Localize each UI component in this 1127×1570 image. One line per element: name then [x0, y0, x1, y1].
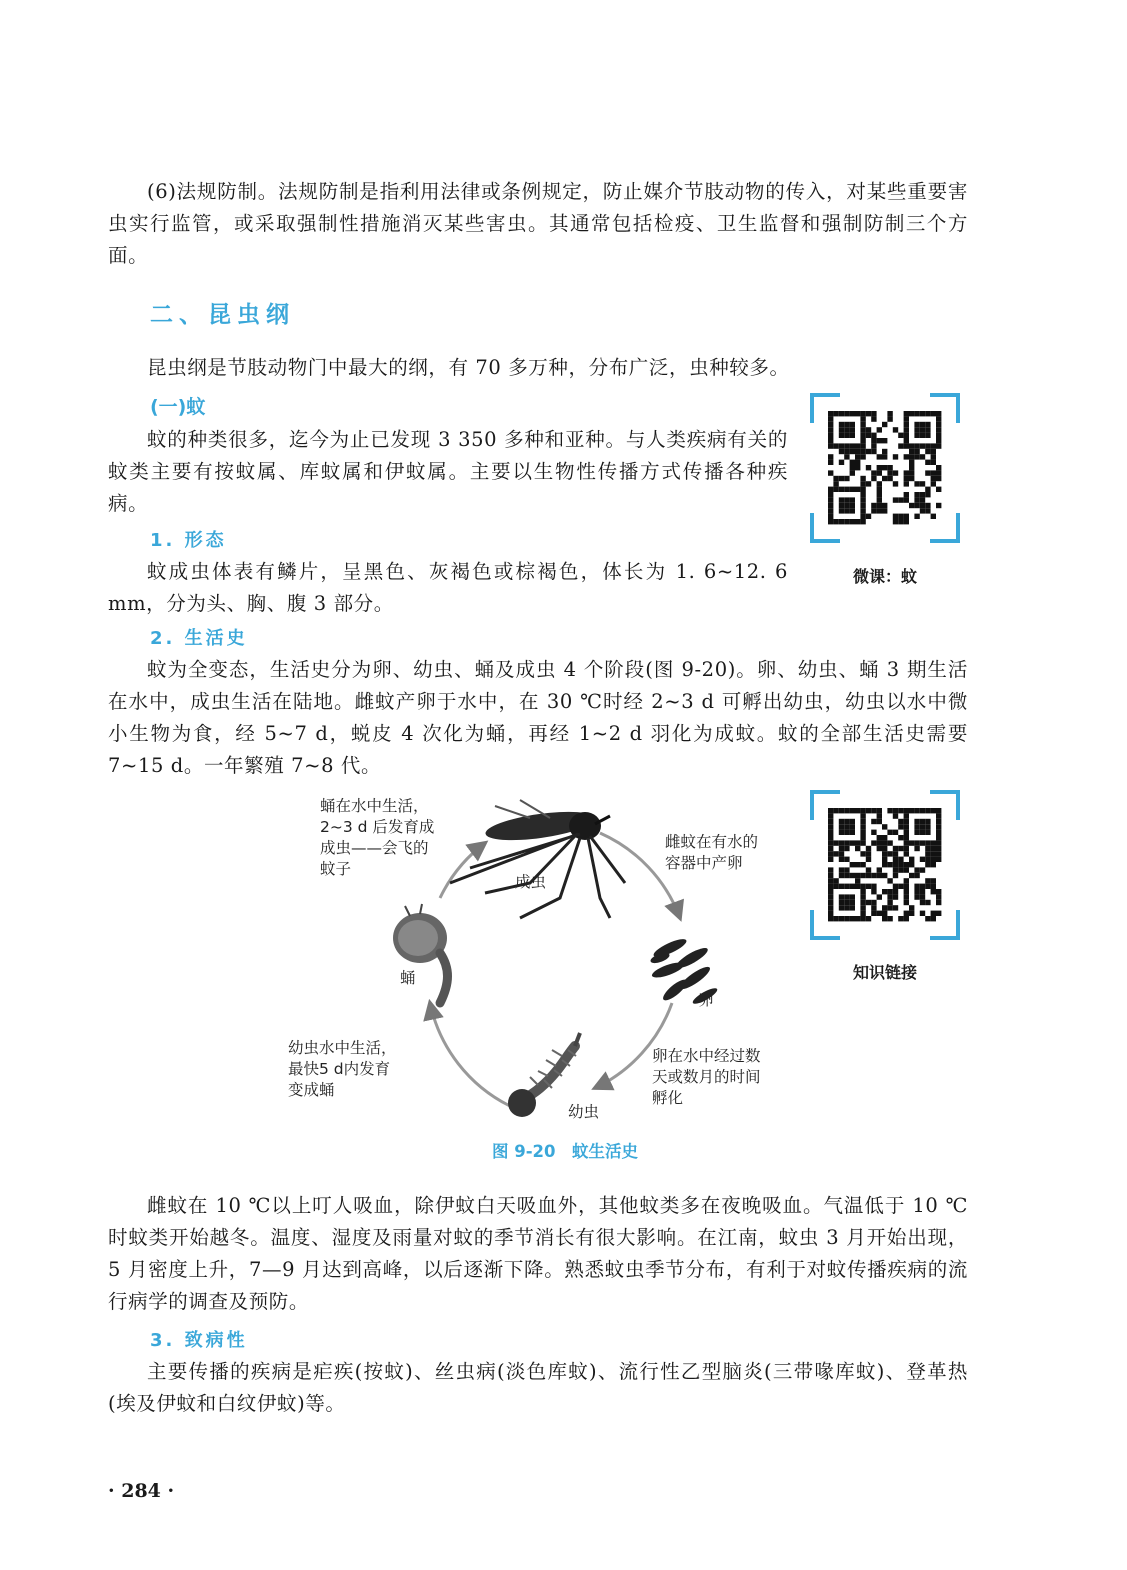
- qr-caption-micro-lesson: 微课：蚊: [852, 567, 917, 586]
- qr-code-icon: [810, 790, 960, 940]
- morphology-text: 蚊成虫体表有鳞片，呈黑色、灰褐色或棕褐色，体长为 1. 6~12. 6 mm，分为头、胸、腹 3 部分。: [108, 560, 788, 615]
- heading-morphology: 1. 形态: [150, 530, 227, 551]
- label-pupa: 蛹: [400, 969, 416, 987]
- qr-code-icon: [810, 393, 960, 543]
- life-history-text: 蚊为全变态，生活史分为卵、幼虫、蛹及成虫 4 个阶段(图 9-20)。卵、幼虫、蛹 3 期生活在水中，成虫生活在陆地。雌蚊产卵于水中，在 30 ℃时经 2~3 d 可孵出幼虫，幼虫以水中微小生物为食，经 5~7 d，蜕皮 4 次化为蛹，再经 1~2 d 羽化为成蚊。蚊的全部生活史需要 7~15 d。一年繁殖 7~8 代。: [108, 658, 968, 777]
- heading-pathogenicity: 3. 致病性: [150, 1330, 248, 1351]
- label-female-note: 雌蚊在有水的 容器中产卵: [665, 833, 759, 872]
- label-egg: 卵: [698, 991, 714, 1009]
- biting-behavior-text: 雌蚊在 10 ℃以上叮人吸血，除伊蚊白天吸血外，其他蚊类多在夜晚吸血。气温低于 10 ℃时蚊类开始越冬。温度、湿度及雨量对蚊的季节消长有很大影响。在江南，蚊虫 3 月开始出现，5 月密度上升，7—9 月达到高峰，以后逐渐下降。熟悉蚊虫季节分布，有利于对蚊传播疾病的流行病学的调查及预防。: [108, 1194, 968, 1313]
- page-number: · 284 ·: [108, 1480, 175, 1502]
- heading-life-history: 2. 生活史: [150, 628, 248, 649]
- section-intro: 昆虫纲是节肢动物门中最大的纲，有 70 多万种，分布广泛，虫种较多。: [147, 356, 790, 379]
- figure-caption: 图 9-20 蚊生活史: [491, 1142, 639, 1161]
- label-larva-note: 幼虫水中生活， 最快5 d内发育 变成蛹: [288, 1039, 397, 1099]
- qr-code-micro-lesson[interactable]: [810, 393, 960, 543]
- qr-caption-knowledge-link: 知识链接: [852, 963, 917, 982]
- qr-code-knowledge-link[interactable]: [810, 790, 960, 940]
- label-adult: 成虫: [515, 873, 547, 891]
- pathogenicity-text: 主要传播的疾病是疟疾(按蚊)、丝虫病(淡色库蚊)、流行性乙型脑炎(三带喙库蚊)、登革热(埃及伊蚊和白纹伊蚊)等。: [108, 1360, 968, 1415]
- label-egg-note: 卵在水中经过数 天或数月的时间 孵化: [652, 1047, 761, 1107]
- adult-mosquito-icon: [450, 800, 625, 918]
- paragraph-regulatory-control: (6)法规防制。法规防制是指利用法律或条例规定，防止媒介节肢动物的传入，对某些重要害虫实行监管，或采取强制性措施消灭某些害虫。其通常包括检疫、卫生监督和强制防制三个方面。: [108, 180, 968, 267]
- figure-mosquito-life-cycle: [280, 788, 800, 1133]
- section-title: 二、昆虫纲: [150, 302, 295, 328]
- label-pupa-note: 蛹在水中生活， 2~3 d 后发育成 成虫——会飞的 蚊子: [320, 797, 435, 878]
- label-larva: 幼虫: [568, 1103, 600, 1121]
- mosquito-intro: 蚊的种类很多，迄今为止已发现 3 350 多种和亚种。与人类疾病有关的蚊类主要有按蚊属、库蚊属和伊蚊属。主要以生物性传播方式传播各种疾病。: [108, 428, 788, 515]
- subsection-title-mosquito: (一)蚊: [150, 396, 206, 418]
